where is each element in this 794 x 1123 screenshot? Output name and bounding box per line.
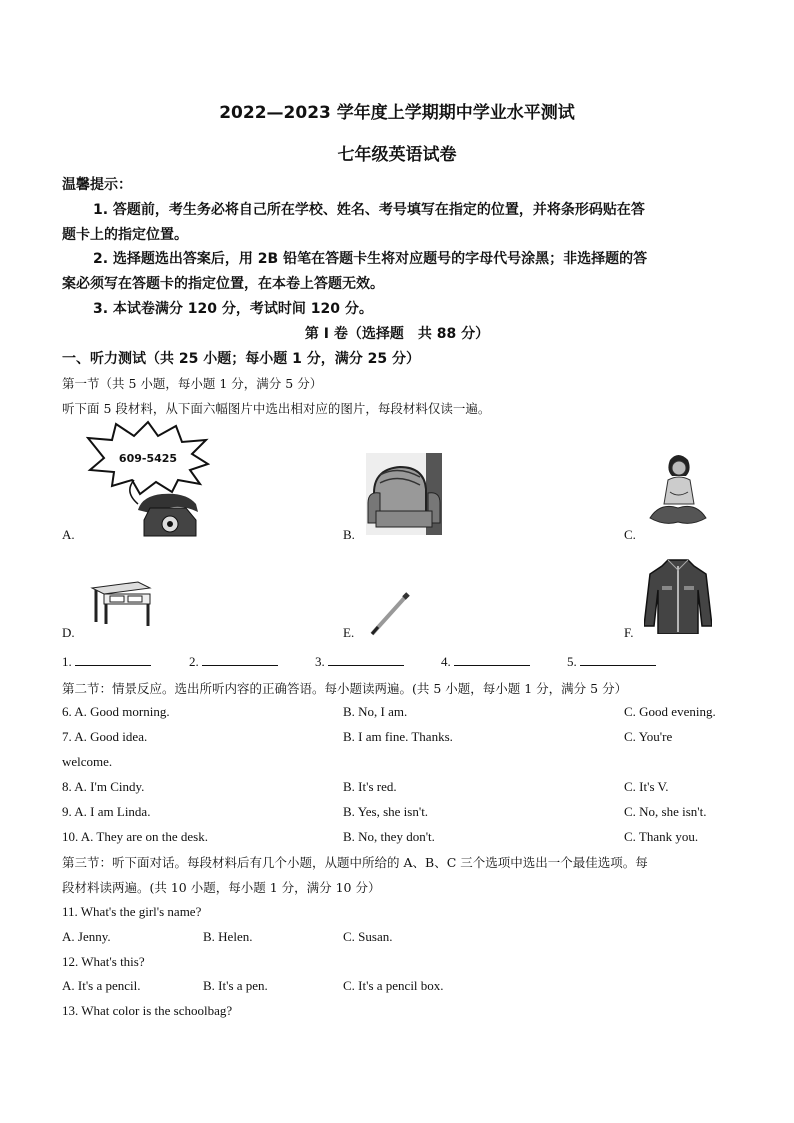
- jacket-image: [644, 556, 712, 634]
- tip-1-line-2: 题卡上的指定位置。: [62, 227, 188, 243]
- exam-subtitle: 七年级英语试卷: [337, 145, 457, 165]
- answer-blank-1[interactable]: 1.: [62, 654, 151, 670]
- q8-option-c: C. It's V.: [624, 779, 669, 794]
- q6-option-a: 6. A. Good morning.: [62, 704, 170, 719]
- q13-question: 13. What color is the schoolbag?: [62, 1003, 233, 1018]
- q7-option-c: C. You're: [624, 729, 673, 744]
- armchair-image: [366, 453, 442, 535]
- phone-number-text: 609-5425: [118, 452, 178, 465]
- tip-2-line-2: 案必须写在答题卡的指定位置，在本卷上答题无效。: [62, 276, 384, 292]
- q11-option-b: B. Helen.: [203, 929, 253, 944]
- q6-option-c: C. Good evening.: [624, 704, 716, 719]
- tip-1-line-1: 1. 答题前，考生务必将自己所在学校、姓名、考号填写在指定的位置，并将条形码贴在答: [93, 202, 645, 218]
- tip-2-line-1: 2. 选择题选出答案后，用 2B 铅笔在答题卡生将对应题号的字母代号涂黑；非选择题的答: [93, 251, 648, 267]
- q11-option-a: A. Jenny.: [62, 929, 111, 944]
- image-label-a: A.: [62, 527, 75, 542]
- q7-option-b: B. I am fine. Thanks.: [343, 729, 453, 744]
- image-label-b: B.: [343, 527, 355, 542]
- image-label-c: C.: [624, 527, 636, 542]
- answer-blank-2[interactable]: 2.: [189, 654, 278, 670]
- desk-image: [90, 578, 152, 628]
- q10-option-c: C. Thank you.: [624, 829, 699, 844]
- q8-option-a: 8. A. I'm Cindy.: [62, 779, 145, 794]
- q9-option-a: 9. A. I am Linda.: [62, 804, 151, 819]
- q10-option-a: 10. A. They are on the desk.: [62, 829, 208, 844]
- q11-option-c: C. Susan.: [343, 929, 393, 944]
- image-label-d: D.: [62, 625, 75, 640]
- section2-heading: 第二节：情景反应。选出所听内容的正确答语。每小题读两遍。(共 5 小题，每小题 1 分，满分 5 分）: [62, 681, 628, 696]
- q12-option-c: C. It's a pencil box.: [343, 978, 444, 993]
- answer-blank-5[interactable]: 5.: [567, 654, 656, 670]
- tips-heading: 温馨提示：: [62, 177, 132, 193]
- q11-question: 11. What's the girl's name?: [62, 904, 202, 919]
- q6-option-b: B. No, I am.: [343, 704, 408, 719]
- volume-heading: 第 I 卷（选择题 共 88 分）: [304, 326, 490, 342]
- q10-option-b: B. No, they don't.: [343, 829, 435, 844]
- part1-heading: 一、听力测试（共 25 小题；每小题 1 分，满分 25 分）: [62, 351, 420, 367]
- section3-heading-line-1: 第三节：听下面对话。每段材料后有几个小题，从题中所给的 A、B、C 三个选项中选出一个最佳选项。每: [62, 855, 648, 870]
- section3-heading-line-2: 段材料读两遍。(共 10 小题，每小题 1 分，满分 10 分）: [62, 880, 381, 895]
- girl-image: [648, 452, 708, 532]
- q8-option-b: B. It's red.: [343, 779, 397, 794]
- q9-option-b: B. Yes, she isn't.: [343, 804, 429, 819]
- answer-blank-4[interactable]: 4.: [441, 654, 530, 670]
- q7-option-a: 7. A. Good idea.: [62, 729, 148, 744]
- answer-blank-3[interactable]: 3.: [315, 654, 404, 670]
- exam-title: 2022—2023 学年度上学期期中学业水平测试: [219, 103, 575, 123]
- q12-question: 12. What's this?: [62, 954, 145, 969]
- q12-option-a: A. It's a pencil.: [62, 978, 141, 993]
- q12-option-b: B. It's a pen.: [203, 978, 268, 993]
- section1-instruction: 听下面 5 段材料，从下面六幅图片中选出相对应的图片，每段材料仅读一遍。: [62, 401, 491, 416]
- tip-3: 3. 本试卷满分 120 分，考试时间 120 分。: [93, 301, 373, 317]
- pencil-image: [368, 588, 414, 638]
- image-label-e: E.: [343, 625, 355, 640]
- image-label-f: F.: [624, 625, 634, 640]
- q9-option-c: C. No, she isn't.: [624, 804, 707, 819]
- telephone-image: [86, 420, 210, 542]
- q7-option-c-continued: welcome.: [62, 754, 113, 769]
- section1-heading: 第一节（共 5 小题，每小题 1 分，满分 5 分）: [62, 376, 323, 391]
